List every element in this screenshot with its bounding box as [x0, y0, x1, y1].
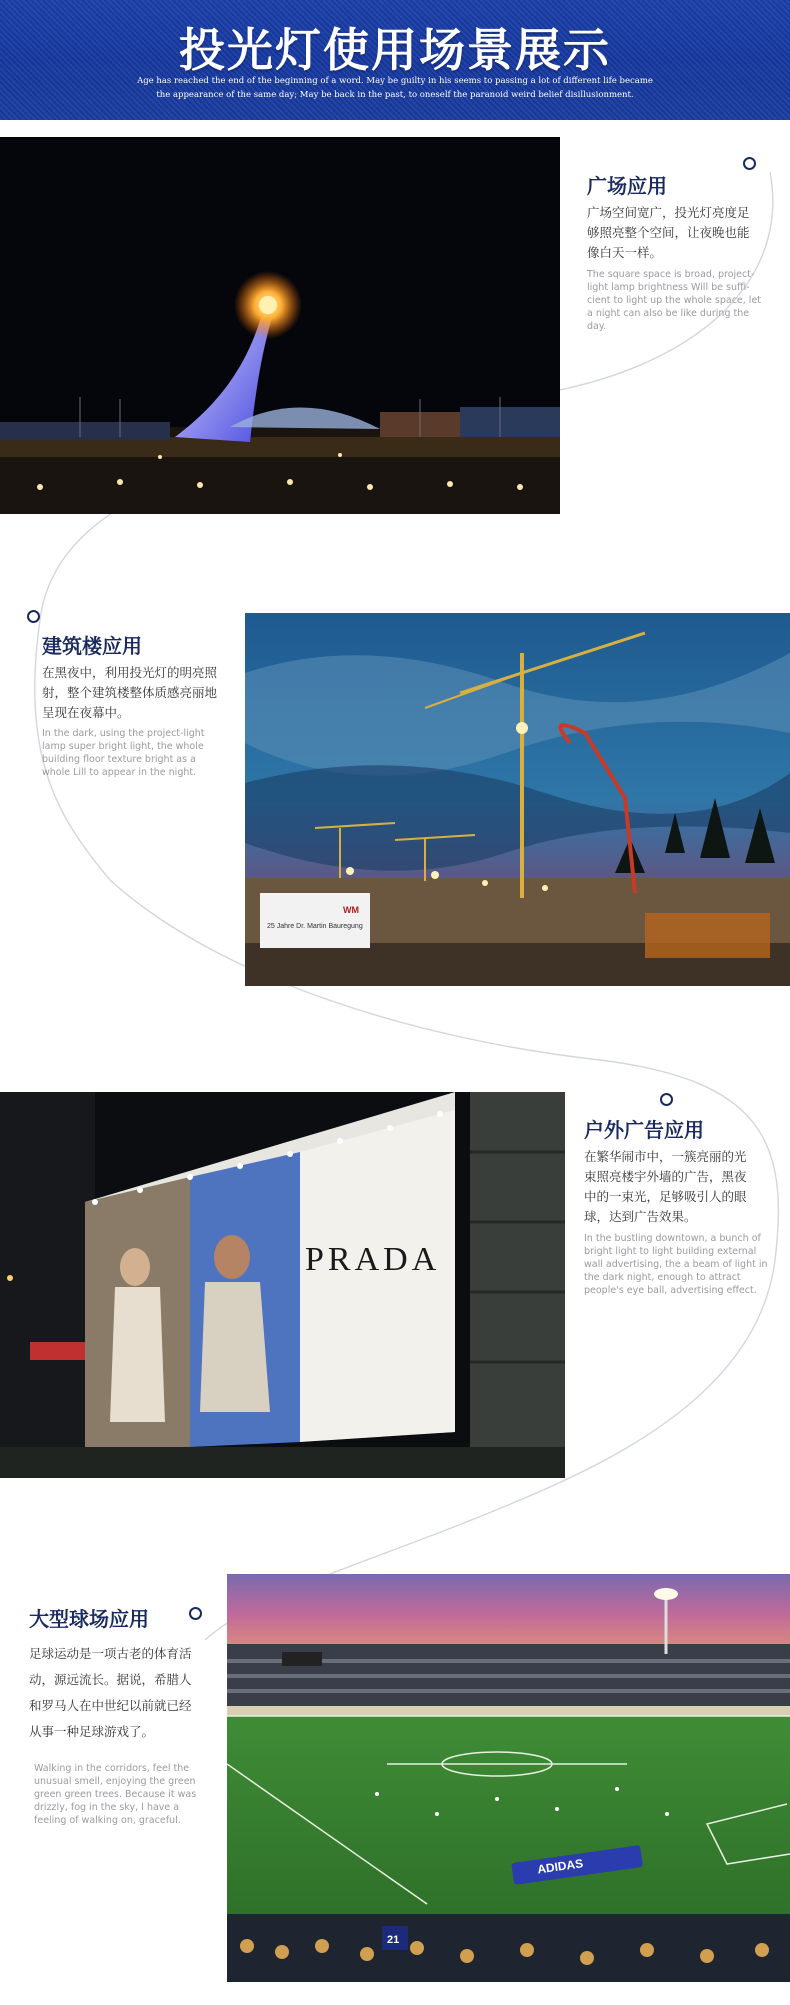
billboard-description-en: In the bustling downtown, a bunch of bright light to light building external wall advertising, the a beam of light in the dark night, enough to attract people's eye ball, advertising effect.: [584, 1233, 768, 1296]
stadium-title: 大型球场应用: [29, 1607, 149, 1631]
building-description-cn: 在黑夜中，利用投光灯的明亮照射，整个建筑楼整体质感亮丽地呈现在夜幕中。: [42, 665, 218, 720]
building-title: 建筑楼应用: [42, 634, 142, 658]
plaza-description-en: The square space is broad, project-light lamp brightness Will be suffi-cient to light up the whole space, let a night can also be like during the day.: [587, 269, 762, 332]
plaza-description-cn: 广场空间宽广，投光灯亮度足够照亮整个空间，让夜晚也能像白天一样。: [587, 205, 750, 260]
page-subtitle: Age has reached the end of the beginning of a word. May be guilty in his seems to passing a lot of different life became the appearance of the same day; May be back in the past, to oneself the paranoid weird belief disillusionment.: [137, 76, 653, 100]
building-site-photo: [245, 613, 790, 986]
section-marker-dot: [743, 157, 756, 170]
plaza-title: 广场应用: [587, 174, 667, 198]
stadium-description-en: Walking in the corridors, feel the unusual smell, enjoying the green green green trees. Because it was drizzly, fog in the sky, I have a feeling of walking on, graceful.: [34, 1763, 197, 1826]
section-marker-dot: [189, 1607, 202, 1620]
sign-text: 25 Jahre Dr. Martin Bauregung: [267, 923, 363, 930]
billboard-photo: [0, 1092, 565, 1478]
header-banner: [0, 0, 790, 120]
jersey-number: 21: [387, 1934, 400, 1946]
stadium-board-text: ADIDAS: [536, 1856, 584, 1877]
page-title: 投光灯使用场景展示: [179, 23, 611, 77]
billboard-title: 户外广告应用: [584, 1118, 704, 1142]
building-description-en: In the dark, using the project-light lamp super bright light, the whole building floor texture bright as a whole Lill to appear in the night.: [42, 728, 205, 778]
billboard-description-cn: 在繁华闹市中，一簇亮丽的光束照亮楼宇外墙的广告，黑夜中的一束光，足够吸引人的眼球，达到广告效果。: [584, 1149, 747, 1224]
stadium-photo: [227, 1574, 790, 1982]
section-marker-dot: [27, 610, 40, 623]
section-marker-dot: [660, 1093, 673, 1106]
plaza-photo: [0, 137, 560, 514]
stadium-description-cn: 足球运动是一项古老的体育活动，源远流长。据说，希腊人和罗马人在中世纪以前就已经从事一种足球游戏了。: [29, 1646, 192, 1739]
billboard-brand: PRADA: [305, 1241, 441, 1278]
sign-logo: WM: [343, 905, 359, 915]
